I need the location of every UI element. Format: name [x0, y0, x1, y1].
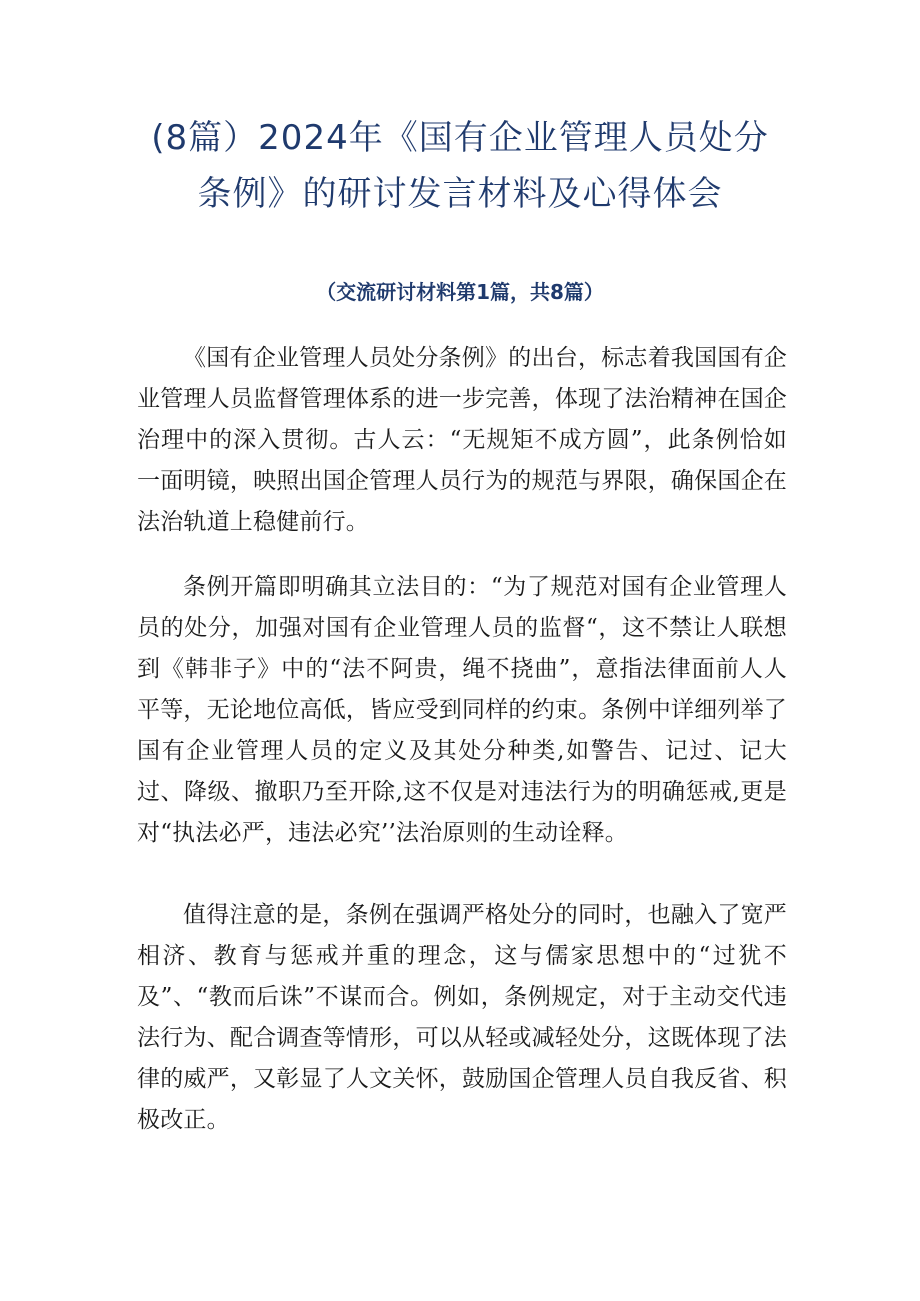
body-paragraph-1: 《国有企业管理人员处分条例》的出台，标志着我国国有企业管理人员监督管理体系的进一步完善，体现了法治精神在国企治理中的深入贯彻。古人云：“无规矩不成方圆”，此条例恰如一面明镜，映照出国企管理人员行为的规范与界限，确保国企在法治轨道上稳健前行。	[137, 345, 787, 535]
document-title-line-1: (8篇）2024年《国有企业管理人员处分	[151, 118, 769, 158]
body-paragraph-3: 值得注意的是，条例在强调严格处分的同时，也融入了宽严相济、教育与惩戒并重的理念，这与儒家思想中的“过犹不及”、“教而后诛”不谋而合。例如，条例规定，对于主动交代违法行为、配合调查等情形，可以从轻或减轻处分，这既体现了法律的威严，又彰显了人文关怀，鼓励国企管理人员自我反省、积极改正。	[137, 902, 787, 1133]
body-paragraph-2: 条例开篇即明确其立法目的：“为了规范对国有企业管理人员的处分，加强对国有企业管理人员的监督“，这不禁让人联想到《韩非子》中的“法不阿贵，绳不挠曲”，意指法律面前人人平等，无论地位高低，皆应受到同样的约束。条例中详细列举了国有企业管理人员的定义及其处分种类,如警告、记过、记大过、降级、撤职乃至开除,这不仅是对违法行为的明确惩戒,更是对“执法必严，违法必究’’法治原则的生动诠释。	[137, 574, 787, 846]
document-title	[120, 110, 800, 222]
document-title-line-2: 条例》的研讨发言材料及心得体会	[197, 174, 723, 214]
document-subtitle: （交流研讨材料第1篇，共8篇）	[316, 280, 604, 304]
